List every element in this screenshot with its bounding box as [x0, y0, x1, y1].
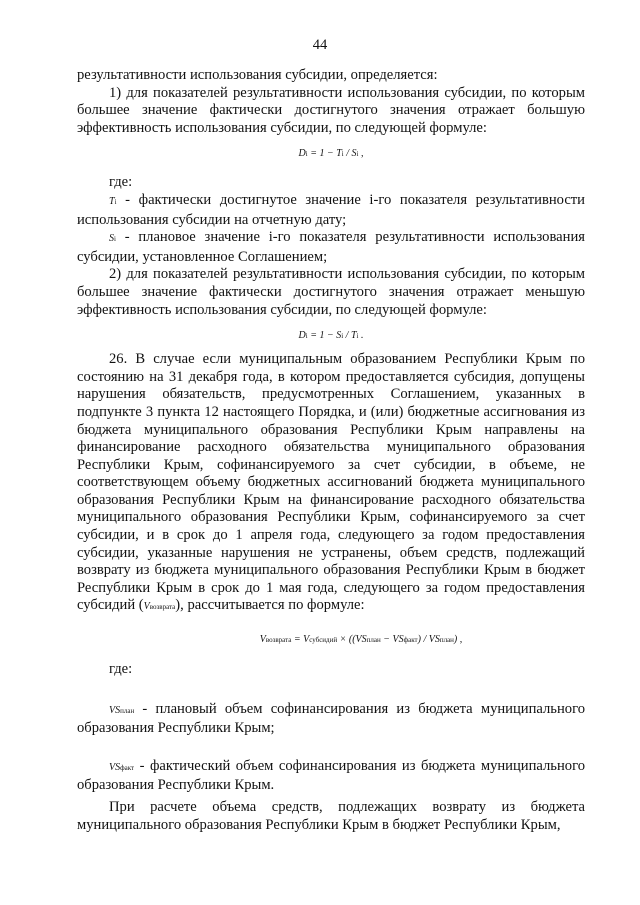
definition-t: Ti - фактически достигнутое значение i-го показателя результативности использования субсидии на отчетную дату; — [77, 191, 585, 228]
document-body — [77, 67, 585, 834]
symbol-t: Ti — [109, 195, 117, 207]
where-label-1: где: — [109, 174, 133, 191]
page-number: 44 — [312, 37, 328, 53]
definition-s: Si - плановое значение i-го показателя результативности использования субсидии, установленное Соглашением; — [77, 229, 585, 265]
symbol-vs-fact: VSфакт — [109, 761, 135, 773]
formula-3: Vвозврата = Vсубсидий × ((VSплан − VSфакт) / VSплан) , — [259, 634, 463, 646]
definition-vs-fact: VSфакт - фактический объем софинансирования из бюджета муниципального образования Республики Крым. — [77, 757, 585, 794]
paragraph-last: При расчете объема средств, подлежащих возврату из бюджета муниципального образования Республики Крым в бюджет Республики Крым, — [77, 799, 585, 833]
paragraph-26: 26. В случае если муниципальным образованием Республики Крым по состоянию на 31 декабря года, в котором предоставляется субсидия, допущены нарушения обязательств, предусмотренных Соглашением, указанных в подпункте 3 пункта 12 настоящего Порядка, и (или) бюджетные ассигнования из бюджета муниципального образования Республики Крым направлены на финансирование расходного обязательства муниципального образования Республики Крым, софинансируемого за счет субсидии, в объеме, не соответствующем объему бюджетных ассигнований бюджета муниципального образования Республики Крым на финансирование расходного обязательства муниципального образования Республики Крым, софинансируемого за счет субсидии, и в срок до 1 апреля года, следующего за годом предоставления субсидии, указанные нарушения не устранены, объем средств, подлежащий возврату из бюджета муниципального образования Республики Крым в бюджет Республики Крым в срок до 1 мая года, следующего за годом предоставления субсидий (Vвозврата), рассчитывается по формуле: — [77, 351, 585, 614]
where-label-2: где: — [109, 661, 133, 678]
formula-1: Di = 1 − Ti / Si , — [298, 148, 364, 160]
symbol-s: Si — [109, 233, 116, 245]
symbol-vs-plan: VSплан — [109, 704, 135, 716]
symbol-v-vozvrata: Vвозврата — [143, 601, 176, 613]
list-item-2: 2) для показателей результативности использования субсидии, по которым большее значение фактически достигнутого значения отражает меньшую эффективность использования субсидии, по следующей формуле: — [77, 266, 585, 318]
list-item-1: 1) для показателей результативности использования субсидии, по которым большее значение фактически достигнутого значения отражает большую эффективность использования субсидии, по следующей формуле: — [77, 84, 585, 136]
formula-2: Di = 1 − Si / Ti . — [298, 330, 364, 342]
paragraph-intro: результативности использования субсидии, определяется: — [77, 67, 438, 83]
definition-vs-plan: VSплан - плановый объем софинансирования из бюджета муниципального образования Республики Крым; — [77, 700, 585, 737]
